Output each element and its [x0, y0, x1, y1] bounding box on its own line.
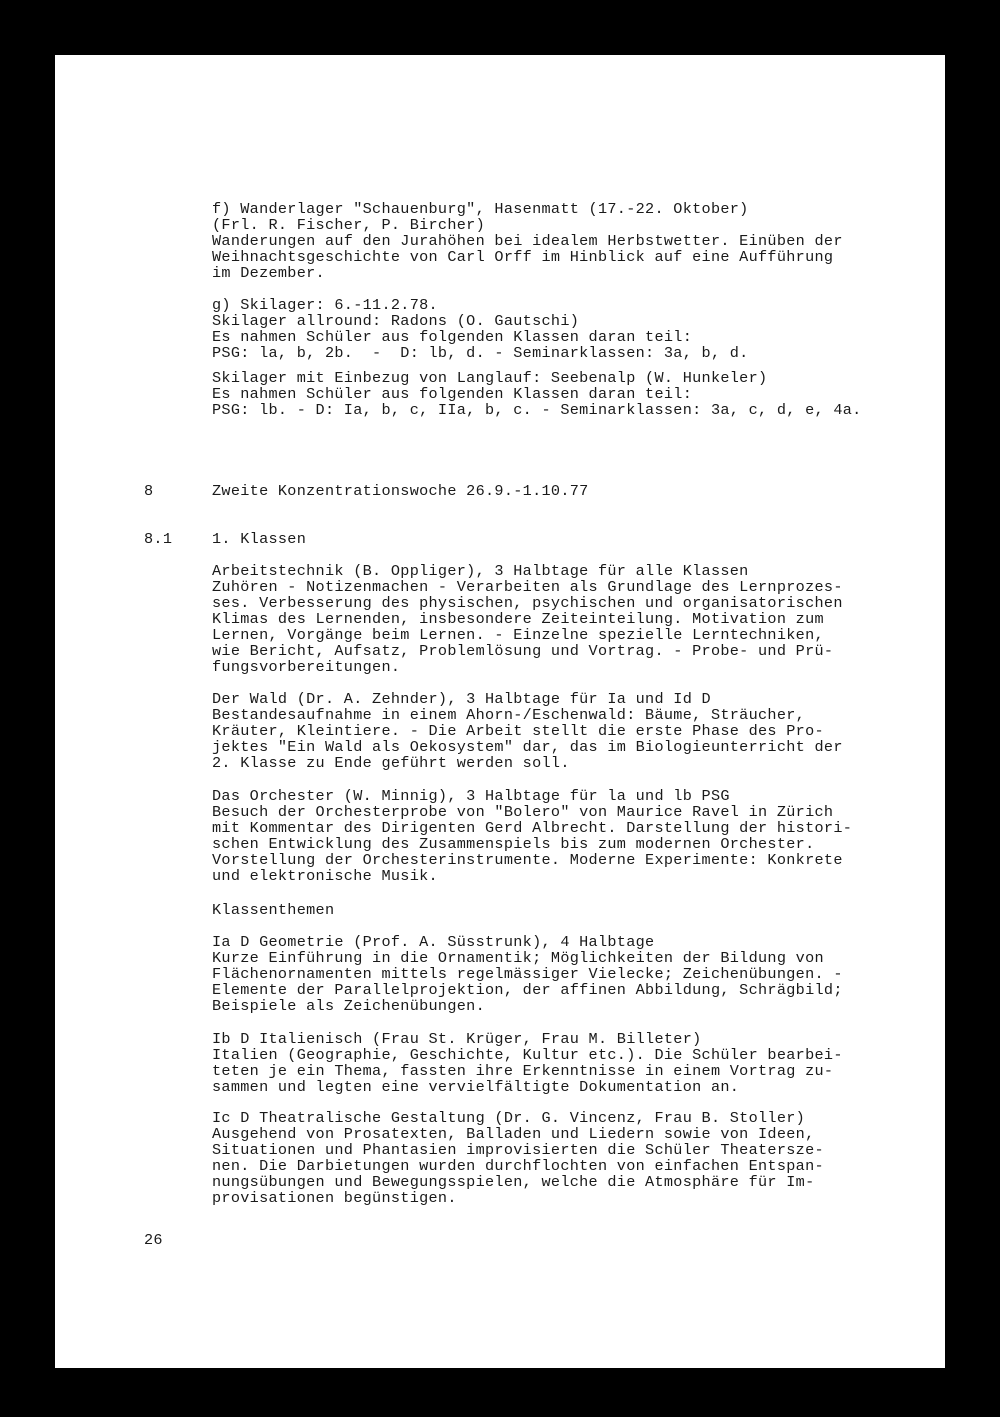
geometrie-paragraph — [212, 934, 912, 1014]
paragraph-line: Beispiele als Zeichenübungen. — [212, 997, 486, 1015]
skilager-heading: g) Skilager: 6.-11.2.78. — [212, 296, 438, 314]
paragraph-line: Situationen und Phantasien improvisierten die Schüler Theatersze- — [212, 1141, 824, 1159]
paragraph-line: nen. Die Darbietungen wurden durchflochten von einfachen Entspan- — [212, 1157, 824, 1175]
paragraph-line: Arbeitstechnik (B. Oppliger), 3 Halbtage für alle Klassen — [212, 562, 749, 580]
paragraph-line: Weihnachtsgeschichte von Carl Orff im Hinblick auf eine Aufführung — [212, 248, 834, 266]
paragraph-line: Ib D Italienisch (Frau St. Krüger, Frau M. Billeter) — [212, 1030, 702, 1048]
paragraph-line: Es nahmen Schüler aus folgenden Klassen daran teil: — [212, 385, 693, 403]
paragraph-line: Lernen, Vorgänge beim Lernen. - Einzelne spezielle Lerntechniken, — [212, 626, 824, 644]
paragraph-line: und elektronische Musik. — [212, 867, 438, 885]
paragraph-line: fungsvorbereitungen. — [212, 658, 401, 676]
paragraph-line: Ia D Geometrie (Prof. A. Süsstrunk), 4 Halbtage — [212, 933, 655, 951]
paragraph-line: mit Kommentar des Dirigenten Gerd Albrecht. Darstellung der histori- — [212, 819, 853, 837]
paragraph-line: Zuhören - Notizenmachen - Verarbeiten als Grundlage des Lernprozes- — [212, 578, 843, 596]
paragraph-line: schen Entwicklung des Zusammenspiels bis zum modernen Orchester. — [212, 835, 815, 853]
paragraph-line: PSG: lb. - D: Ia, b, c, IIa, b, c. - Seminarklassen: 3a, c, d, e, 4a. — [212, 401, 862, 419]
section-8-number: 8 — [144, 482, 154, 500]
wanderlager-heading: f) Wanderlager "Schauenburg", Hasenmatt (17.-22. Oktober) — [212, 200, 749, 218]
skilager-section — [212, 297, 912, 361]
paragraph-line: Vorstellung der Orchesterinstrumente. Moderne Experimente: Konkrete — [212, 851, 843, 869]
paragraph-line: provisationen begünstigen. — [212, 1189, 457, 1207]
paragraph-line: Elemente der Parallelprojektion, der affinen Abbildung, Schrägbild; — [212, 981, 843, 999]
paragraph-line: Skilager allround: Radons (O. Gautschi) — [212, 312, 580, 330]
paragraph-line: Der Wald (Dr. A. Zehnder), 3 Halbtage für Ia und Id D — [212, 690, 711, 708]
paragraph-line: Kurze Einführung in die Ornamentik; Möglichkeiten der Bildung von — [212, 949, 824, 967]
paragraph-line: Ic D Theatralische Gestaltung (Dr. G. Vincenz, Frau B. Stoller) — [212, 1109, 806, 1127]
page-number: 26 — [144, 1231, 163, 1249]
wanderlager-section — [212, 201, 912, 281]
skilager-langlauf — [212, 370, 912, 418]
section-8-title — [212, 483, 912, 499]
paragraph-line: Skilager mit Einbezug von Langlauf: Seebenalp (W. Hunkeler) — [212, 369, 768, 387]
paragraph-line: nungsübungen und Bewegungsspielen, welche die Atmosphäre für Im- — [212, 1173, 815, 1191]
paragraph-line: PSG: la, b, 2b. - D: lb, d. - Seminarklassen: 3a, b, d. — [212, 344, 749, 362]
wald-paragraph — [212, 691, 912, 771]
paragraph-line: Besuch der Orchesterprobe von "Bolero" von Maurice Ravel in Zürich — [212, 803, 834, 821]
section-8-1-title — [212, 531, 912, 547]
paragraph-line: Flächenornamenten mittels regelmässiger Vielecke; Zeichenübungen. - — [212, 965, 843, 983]
subheading: Klassenthemen — [212, 901, 335, 919]
section-title: 1. Klassen — [212, 530, 307, 548]
paragraph-line: Das Orchester (W. Minnig), 3 Halbtage für la und lb PSG — [212, 787, 730, 805]
paragraph-line: 2. Klasse zu Ende geführt werden soll. — [212, 754, 570, 772]
paragraph-line: Italien (Geographie, Geschichte, Kultur etc.). Die Schüler bearbei- — [212, 1046, 843, 1064]
paragraph-line: wie Bericht, Aufsatz, Problemlösung und Vortrag. - Probe- und Prü- — [212, 642, 834, 660]
paragraph-line: Kräuter, Kleintiere. - Die Arbeit stellt die erste Phase des Pro- — [212, 722, 824, 740]
paragraph-line: Ausgehend von Prosatexten, Balladen und Liedern sowie von Ideen, — [212, 1125, 815, 1143]
paragraph-line: ses. Verbesserung des physischen, psychischen und organisatorischen — [212, 594, 843, 612]
section-8-1-number: 8.1 — [144, 530, 173, 548]
paragraph-line: jektes "Ein Wald als Oekosystem" dar, das im Biologieunterricht der — [212, 738, 843, 756]
paragraph-line: Es nahmen Schüler aus folgenden Klassen daran teil: — [212, 328, 693, 346]
arbeitstechnik-paragraph — [212, 563, 912, 675]
paragraph-line: im Dezember. — [212, 264, 325, 282]
paragraph-line: teten je ein Thema, fassten ihre Erkenntnisse in einem Vortrag zu- — [212, 1062, 834, 1080]
paragraph-line: Wanderungen auf den Jurahöhen bei idealem Herbstwetter. Einüben der — [212, 232, 843, 250]
paragraph-line: sammen und legten eine vervielfältigte Dokumentation an. — [212, 1078, 740, 1096]
document-page — [55, 55, 945, 1368]
theater-paragraph — [212, 1110, 912, 1206]
section-title: Zweite Konzentrationswoche 26.9.-1.10.77 — [212, 482, 589, 500]
klassenthemen-heading — [212, 902, 912, 918]
paragraph-line: Klimas des Lernenden, insbesondere Zeiteinteilung. Motivation zum — [212, 610, 824, 628]
italienisch-paragraph — [212, 1031, 912, 1095]
paragraph-line: Bestandesaufnahme in einem Ahorn-/Eschenwald: Bäume, Sträucher, — [212, 706, 806, 724]
wanderlager-leaders: (Frl. R. Fischer, P. Bircher) — [212, 216, 486, 234]
orchester-paragraph — [212, 788, 912, 884]
